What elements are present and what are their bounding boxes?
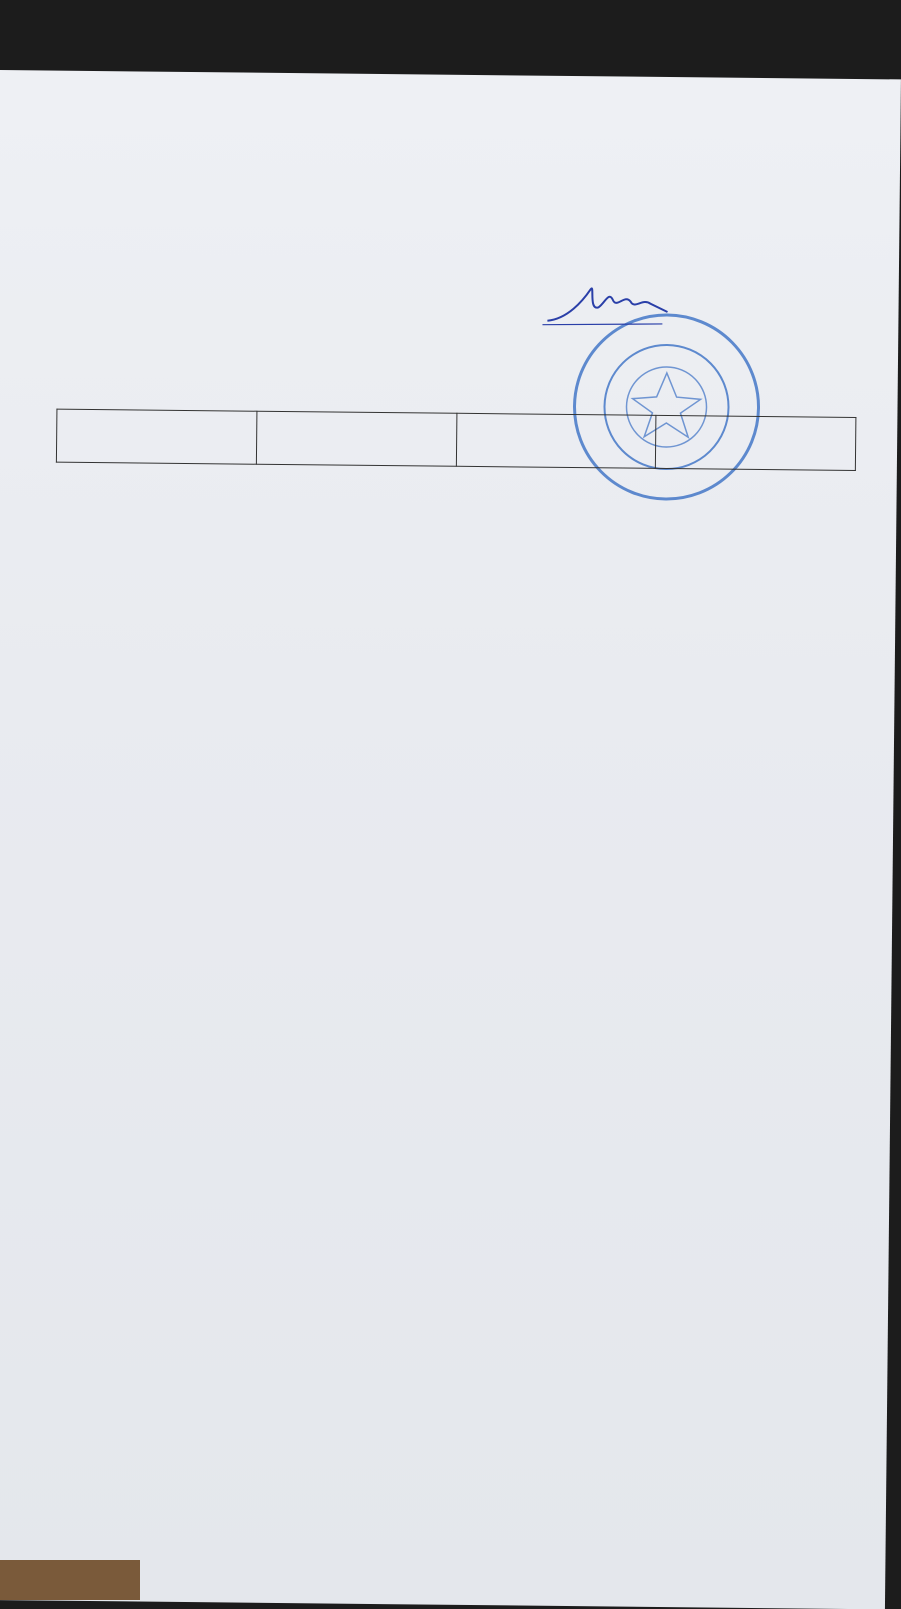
menu-table — [56, 409, 857, 471]
apple-border-top — [0, 115, 900, 184]
header-num — [56, 409, 256, 464]
director-signature — [542, 281, 673, 332]
approval-line-2 — [555, 206, 855, 209]
header-dish-name — [256, 411, 456, 466]
approval-line-4 — [555, 206, 855, 209]
approval-line-1 — [555, 206, 855, 209]
header-age-6-11 — [456, 413, 656, 468]
paper-sheet — [0, 70, 901, 1609]
approval-block — [555, 206, 855, 209]
header-age-11-18 — [656, 415, 856, 470]
floor-background — [0, 1560, 140, 1600]
apple-border-right — [846, 179, 900, 1529]
table-header-row — [56, 409, 856, 470]
official-seal — [565, 306, 767, 508]
apple-border-left — [0, 170, 39, 1520]
approval-line-3 — [555, 206, 855, 209]
